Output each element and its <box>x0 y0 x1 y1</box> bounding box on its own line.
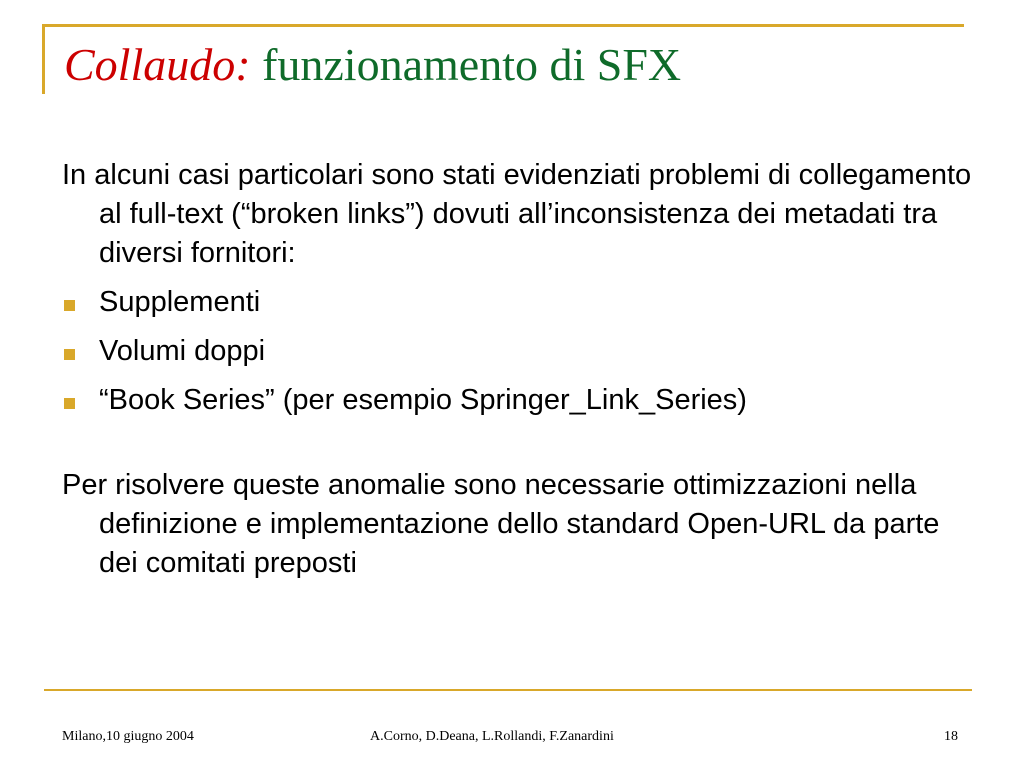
issue-item <box>62 283 972 322</box>
footer-rule <box>44 689 972 691</box>
page-number: 18 <box>944 729 958 744</box>
issue-item-text: Volumi doppi <box>99 335 266 367</box>
footer-date: Milano,10 giugno 2004 <box>62 729 194 744</box>
intro-paragraph: In alcuni casi particolari sono stati evidenziati problemi di collegamento al full-text (“broken links”) dovuti all’inconsistenza dei metadati tra diversi fornitori: <box>62 159 972 269</box>
conclusion-paragraph: Per risolvere queste anomalie sono necessarie ottimizzazioni nella definizione e implementazione dello standard Open-URL da parte dei comitati preposti <box>62 469 940 579</box>
footer-authors: A.Corno, D.Deana, L.Rollandi, F.Zanardini <box>370 729 614 744</box>
title-frame-top-rule <box>44 24 964 27</box>
square-bullet-icon <box>64 300 75 311</box>
title-accent: Collaudo: <box>64 39 251 90</box>
square-bullet-icon <box>64 349 75 360</box>
title-frame-left-rule <box>42 24 45 94</box>
issue-item-text: “Book Series” (per esempio Springer_Link_Series) <box>99 384 747 416</box>
slide-body <box>62 156 972 583</box>
issue-item-text: Supplementi <box>99 286 261 318</box>
issue-item <box>62 381 972 420</box>
issue-item <box>62 332 972 371</box>
title-rest: funzionamento di SFX <box>262 39 682 90</box>
issue-list <box>62 283 972 420</box>
slide-title <box>64 40 681 91</box>
square-bullet-icon <box>64 398 75 409</box>
